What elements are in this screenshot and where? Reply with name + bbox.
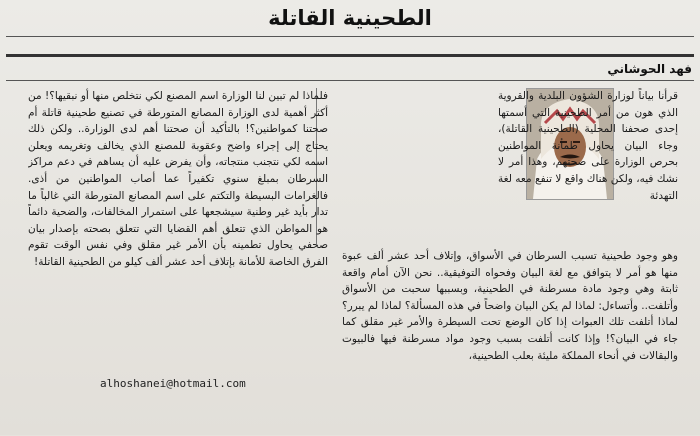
author-email: alhoshanei@hotmail.com [100,377,246,390]
article-paragraph: وهو وجود طحينية تسبب السرطان في الأسواق، وإتلاف أحد عشر ألف عبوة منها هو أمر لا يتوافق مع لغة البيان وفحواه التوفيقية.. نحن الآن أمام واقعة ثابتة وهي وجود مادة مسرطنة في الطحينية، وبسببها سحبت من الأسواق وأتلفت.. وأتساءل: لماذا لم يكن البيان واضحاً في هذه المسألة؟ لماذا لم يبرر؟ لماذا أتلفت تلك العبوات إذا كان الوضع تحت السيطرة والأمر غير مقلق كما جاء في البيان؟! وإذا كانت أتلفت بسبب وجود مواد مسرطنة فيها فالبيوت والبقالات في أنحاء المملكة مليئة بعلب الطحينية، [342,250,678,362]
article-headline: الطحينية القاتلة [268,6,432,30]
article-column-right-bottom [342,248,678,436]
author-rule [6,80,694,81]
header-rule-thick [6,54,694,57]
author-name: فهد الحوشاني [607,62,692,76]
header-rule-top [6,36,694,37]
article-column-right-top [498,88,678,246]
article-column-left [28,88,328,362]
article-paragraph: فلماذا لم تبين لنا الوزارة اسم المصنع لكي نتخلص منها أو نبقيها؟! من أكثر أهمية لدى الوزارة المصانع المتورطة في تصنيع طحينية قاتلة أم صحتنا كمواطنين؟! بالتأكيد أن صحتنا أهم لدى الوزارة.. ولكن ذلك يحتاج إلى إجراء واضح وعقوبة للمصنع الذي يخالف وتغريمه ويعلن اسمه لكي نتجنب منتجاته، وأن يفرض عليه أن يساهم في دعم مراكز السرطان بمبلغ سنوي تكفيراً عما أصاب المواطنين من أذى. فالغرامات البسيطة والتكتم على اسم المصانع المتورطة التي غالباً ما تدار بأيد غير وطنية سيشجعها على استمرار المخالفات، والضحية دائماً هو المواطن الذي تتعلق أهم القضايا التي تتعلق بصحته بإصدار بيان صحفي يحاول تطمينه بأن الأمر غير مقلق وفي نفس الوقت تقوم الفرق الخاصة للأمانة بإتلاف أحد عشر ألف كيلو من الطحينية القاتلة! [28,90,328,268]
article-paragraph: قرأنا بياناً لوزارة الشؤون البلدية والقروية الذي هون من أمر الطحينية التي أسمتها إحدى صحفنا المحلية (الطحينية القاتلة)، وجاء البيان يحاول طمأنة المواطنين بحرص الوزارة على صحتهم، وهذا أمر لا نشك فيه، ولكن هناك واقع لا تنفع معه لغة التهدئة [498,90,678,202]
